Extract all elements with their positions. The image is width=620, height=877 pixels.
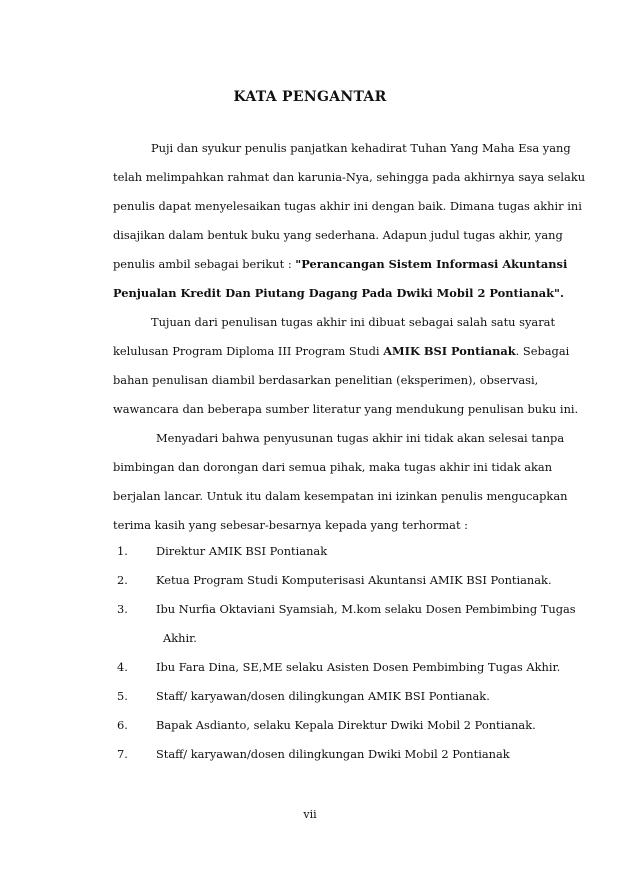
list-number: 6.: [117, 718, 128, 732]
para2-line3: bahan penulisan diambil berdasarkan penelitian (eksperimen), observasi,: [113, 373, 539, 387]
para1-line2: telah melimpahkan rahmat dan karunia-Nya, sehingga pada akhirnya saya selaku: [113, 170, 586, 184]
para2-line2-tail: . Sebagai: [515, 344, 570, 358]
para3-line4: terima kasih yang sebesar-besarnya kepada yang terhormat :: [113, 518, 469, 532]
para1-line3: penulis dapat menyelesaikan tugas akhir ini dengan baik. Dimana tugas akhir ini: [113, 199, 582, 213]
institution-name: AMIK BSI Pontianak: [383, 344, 516, 358]
para3-line1: Menyadari bahwa penyusunan tugas akhir ini tidak akan selesai tanpa: [156, 431, 565, 445]
list-number: 3.: [117, 602, 128, 616]
para1-line5: [113, 256, 568, 272]
list-item: Staff/ karyawan/dosen dilingkungan AMIK BSI Pontianak.: [156, 689, 490, 703]
thesis-title-part2: Penjualan Kredit Dan Piutang Dagang Pada Dwiki Mobil 2 Pontianak".: [113, 286, 564, 300]
page-number: vii: [303, 808, 317, 821]
thesis-title-part1: "Perancangan Sistem Informasi Akuntansi: [295, 257, 568, 271]
list-item: Ibu Fara Dina, SE,ME selaku Asisten Dosen Pembimbing Tugas Akhir.: [156, 660, 561, 674]
list-item: Direktur AMIK BSI Pontianak: [156, 544, 328, 558]
para3-line2: bimbingan dan dorongan dari semua pihak, maka tugas akhir ini tidak akan: [113, 460, 553, 474]
list-item: Ibu Nurfia Oktaviani Syamsiah, M.kom selaku Dosen Pembimbing Tugas: [156, 602, 576, 616]
list-item: Staff/ karyawan/dosen dilingkungan Dwiki Mobil 2 Pontianak: [156, 747, 510, 761]
list-item-continuation: Akhir.: [163, 631, 197, 645]
para2-line2-text: kelulusan Program Diploma III Program Studi: [113, 344, 384, 358]
list-number: 2.: [117, 573, 128, 587]
para1-line1: Puji dan syukur penulis panjatkan kehadirat Tuhan Yang Maha Esa yang: [151, 141, 571, 155]
list-item: Bapak Asdianto, selaku Kepala Direktur Dwiki Mobil 2 Pontianak.: [156, 718, 536, 732]
para1-line4: disajikan dalam bentuk buku yang sederhana. Adapun judul tugas akhir, yang: [113, 228, 563, 242]
para3-line3: berjalan lancar. Untuk itu dalam kesempatan ini izinkan penulis mengucapkan: [113, 489, 568, 503]
para1-line5-text: penulis ambil sebagai berikut :: [113, 257, 296, 271]
para2-line4: wawancara dan beberapa sumber literatur yang mendukung penulisan buku ini.: [113, 402, 579, 416]
list-number: 4.: [117, 660, 128, 674]
para2-line1: Tujuan dari penulisan tugas akhir ini dibuat sebagai salah satu syarat: [151, 315, 556, 329]
list-number: 7.: [117, 747, 128, 761]
list-item: Ketua Program Studi Komputerisasi Akuntansi AMIK BSI Pontianak.: [156, 573, 552, 587]
para2-line2: [113, 343, 570, 359]
list-number: 1.: [117, 544, 128, 558]
list-number: 5.: [117, 689, 128, 703]
page-title: KATA PENGANTAR: [233, 89, 387, 105]
